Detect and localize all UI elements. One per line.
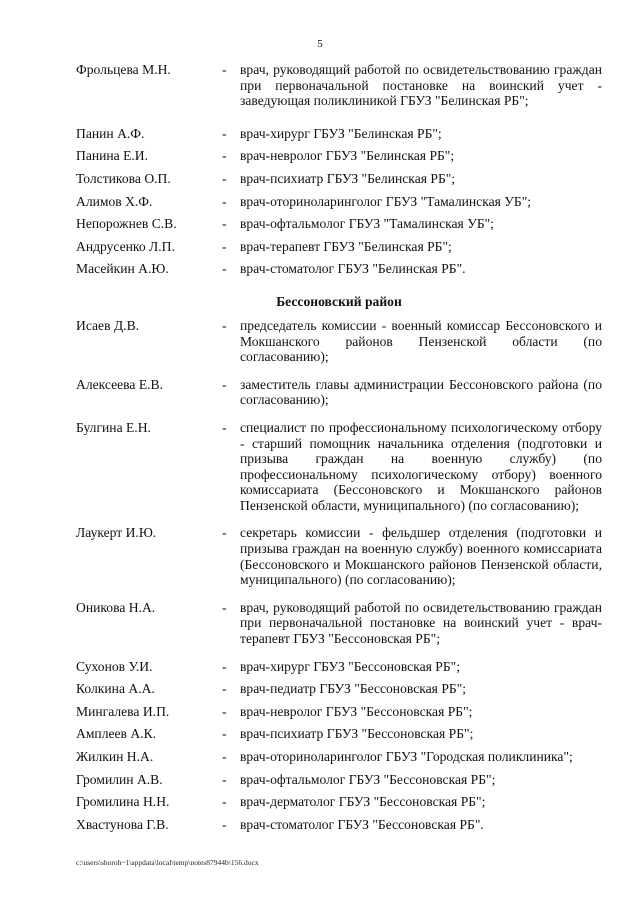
member-name: Масейкин А.Ю. — [76, 261, 169, 277]
member-role: врач-хирург ГБУЗ "Бессоновская РБ"; — [240, 658, 460, 674]
member-name: Мингалева И.П. — [76, 703, 170, 719]
dash: - — [222, 771, 227, 787]
member-row — [76, 194, 602, 210]
member-role: председатель комиссии - военный комиссар Бессоновского и Мокшанского районов Пензенской области (по согласованию); — [240, 317, 602, 365]
member-role: врач-оториноларинголог ГБУЗ "Городская поликлиника"; — [240, 749, 573, 764]
member-name: Алимов Х.Ф. — [76, 193, 153, 209]
member-row — [76, 681, 602, 697]
dash: - — [222, 749, 227, 764]
member-name: Непорожнев С.В. — [76, 216, 177, 232]
member-role: врач, руководящий работой по освидетельствованию граждан при первоначальной постановке на воинский учет - заведующая поликлиникой ГБУЗ "Белинская РБ"; — [240, 62, 602, 109]
member-role: врач-оториноларинголог ГБУЗ "Тамалинская УБ"; — [240, 193, 532, 209]
member-row — [76, 525, 602, 587]
member-role: врач-психиатр ГБУЗ "Бессоновская РБ"; — [240, 726, 474, 742]
member-role: врач-терапевт ГБУЗ "Белинская РБ"; — [240, 238, 452, 254]
member-name: Лаукерт И.Ю. — [76, 525, 157, 541]
member-role: секретарь комиссии - фельдшер отделения (подготовки и призыва граждан на военную службу) военного комиссариата (Бессоновского и Мокшанского районов Пензенской области, муниципального) (по согласованию); — [240, 525, 602, 588]
page-number: 5 — [317, 38, 323, 50]
member-role: врач-стоматолог ГБУЗ "Белинская РБ". — [240, 261, 466, 277]
member-row — [76, 216, 602, 232]
member-role: врач-стоматолог ГБУЗ "Бессоновская РБ". — [240, 816, 484, 832]
footer-file-path: c:\users\shoroh~1\appdata\local\temp\notes87944b\156.docx — [76, 858, 259, 867]
member-name: Оникова Н.А. — [76, 599, 156, 615]
member-name: Громилин А.В. — [76, 771, 163, 787]
member-row — [76, 600, 602, 647]
member-name: Панин А.Ф. — [76, 125, 145, 141]
dash: - — [222, 703, 227, 719]
dash: - — [222, 238, 227, 254]
member-role: врач-невролог ГБУЗ "Белинская РБ"; — [240, 148, 455, 164]
dash: - — [222, 193, 227, 209]
member-role: врач-дерматолог ГБУЗ "Бессоновская РБ"; — [240, 794, 486, 810]
member-row — [76, 318, 602, 365]
section-heading: Бессоновский район — [276, 293, 402, 309]
member-name: Толстикова О.П. — [76, 170, 171, 186]
dash: - — [222, 317, 227, 333]
member-name: Амплеев А.К. — [76, 726, 157, 742]
member-name: Жилкин Н.А. — [76, 749, 154, 764]
member-name: Колкина А.А. — [76, 681, 155, 697]
dash: - — [222, 148, 227, 164]
member-row — [76, 148, 602, 164]
dash: - — [222, 681, 227, 697]
member-row — [76, 726, 602, 742]
member-name: Панина Е.И. — [76, 148, 149, 164]
member-role: заместитель главы администрации Бессоновского района (по согласованию); — [240, 376, 602, 408]
member-row — [76, 772, 602, 788]
member-row — [76, 659, 602, 675]
member-row — [76, 817, 602, 833]
dash: - — [222, 376, 227, 392]
bessonovsky-members-list — [76, 318, 602, 832]
dash: - — [222, 216, 227, 232]
member-row — [76, 377, 602, 408]
commission-list — [76, 62, 602, 832]
member-role: специалист по профессиональному психологическому отбору - старший помощник начальника отделения (подготовки и призыва граждан на военную службу) (по профессиональному психологическому отбору) военного комиссариата (Бессоновского и Мокшанского районов Пензенской области, муниципального) (по согласованию); — [240, 419, 602, 513]
dash: - — [222, 816, 227, 832]
member-name: Андрусенко Л.П. — [76, 238, 175, 254]
member-row — [76, 420, 602, 514]
dash: - — [222, 525, 227, 541]
member-name: Булгина Е.Н. — [76, 419, 151, 435]
member-role: врач-педиатр ГБУЗ "Бессоновская РБ"; — [240, 681, 467, 697]
member-row — [76, 261, 602, 277]
member-name: Исаев Д.В. — [76, 317, 140, 333]
dash: - — [222, 261, 227, 277]
member-name: Алексеева Е.В. — [76, 376, 164, 392]
member-name: Хвастунова Г.В. — [76, 816, 169, 832]
member-row — [76, 239, 602, 255]
member-role: врач-офтальмолог ГБУЗ "Бессоновская РБ"; — [240, 771, 496, 787]
dash: - — [222, 125, 227, 141]
dash: - — [222, 726, 227, 742]
member-name: Сухонов У.И. — [76, 658, 153, 674]
dash: - — [222, 62, 227, 77]
dash: - — [222, 170, 227, 186]
dash: - — [222, 419, 227, 435]
member-row — [76, 62, 602, 109]
belinsky-members-list — [76, 62, 602, 277]
member-row — [76, 749, 602, 765]
member-role: врач-офтальмолог ГБУЗ "Тамалинская УБ"; — [240, 216, 494, 232]
dash: - — [222, 658, 227, 674]
member-row — [76, 704, 602, 720]
member-role: врач-хирург ГБУЗ "Белинская РБ"; — [240, 125, 442, 141]
dash: - — [222, 794, 227, 810]
member-row — [76, 171, 602, 187]
member-row — [76, 126, 602, 142]
member-name: Фрольцева М.Н. — [76, 62, 171, 77]
member-name: Громилина Н.Н. — [76, 794, 170, 810]
member-role: врач-невролог ГБУЗ "Бессоновская РБ"; — [240, 703, 473, 719]
member-role: врач-психиатр ГБУЗ "Белинская РБ"; — [240, 170, 456, 186]
member-role: врач, руководящий работой по освидетельствованию граждан при первоначальной постановке на воинский учет - врач-терапевт ГБУЗ "Бессоновская РБ"; — [240, 599, 602, 647]
member-row — [76, 794, 602, 810]
dash: - — [222, 599, 227, 615]
